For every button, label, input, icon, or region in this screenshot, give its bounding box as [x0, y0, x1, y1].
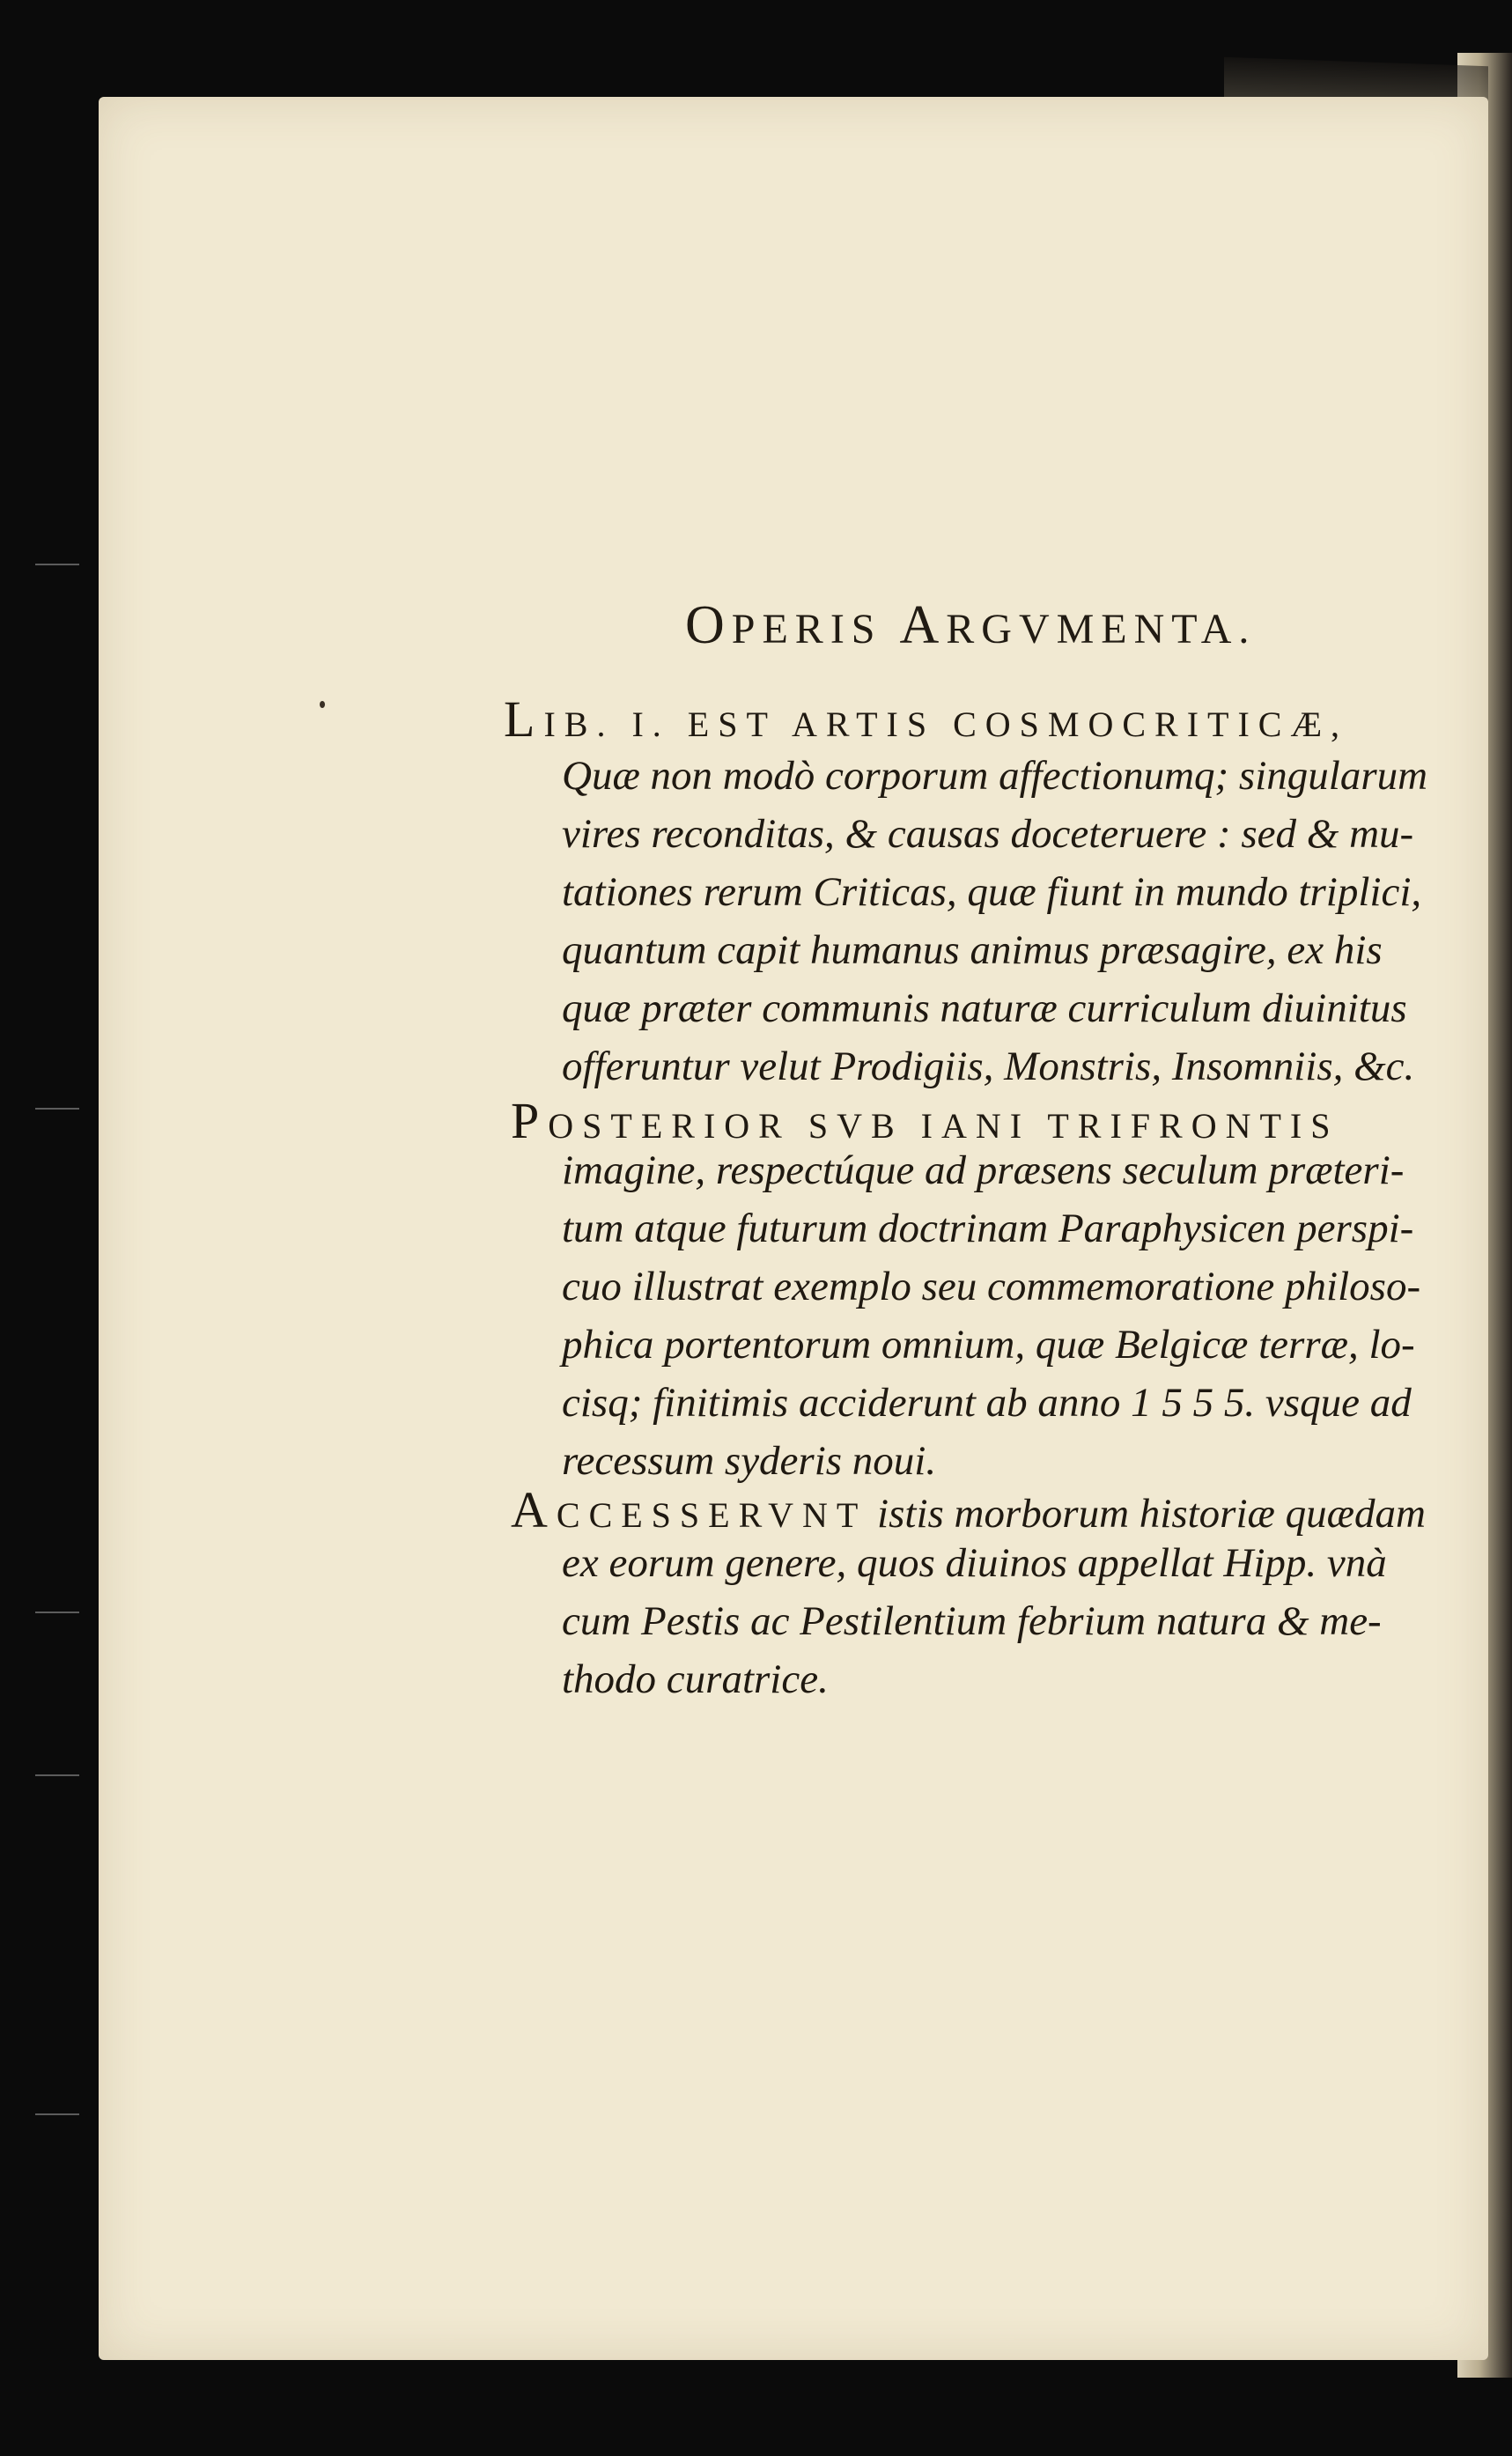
text-line: vires reconditas, & causas doceteruere : sed & mu- [562, 811, 1414, 857]
lead-capital: P [511, 1092, 549, 1149]
lead-smallcaps: OSTERIOR SVB IANI TRIFRONTIS [548, 1106, 1339, 1146]
text-line: tationes rerum Criticas, quæ fiunt in mundo triplici, [562, 869, 1422, 915]
text-line: tum atque futurum doctrinam Paraphysicen perspi- [562, 1206, 1414, 1251]
text-line: thodo curatrice. [562, 1656, 829, 1702]
text-line: recessum syderis noui. [562, 1438, 937, 1484]
heading-word-1: PERIS [731, 606, 900, 653]
lead-smallcaps: CCESSERVNT [556, 1495, 867, 1535]
text-line: quantum capit humanus animus præsagire, ex his [562, 927, 1383, 973]
lead-capital: A [511, 1481, 557, 1538]
ink-speck [320, 701, 325, 708]
paragraph-lead [511, 1092, 1339, 1149]
paragraph-lead [504, 690, 1349, 748]
text-line: imagine, respectúque ad præsens seculum præteri- [562, 1147, 1405, 1193]
text-line: Quæ non modò corporum affectionumq; singularum [562, 753, 1428, 799]
heading-initial: O [685, 595, 732, 655]
text-line: cum Pestis ac Pestilentium febrium natura & me- [562, 1598, 1382, 1644]
heading-initial-2: A [899, 595, 947, 655]
text-line: ex eorum genere, quos diuinos appellat Hipp. vnà [562, 1540, 1387, 1586]
page-heading [685, 594, 1256, 657]
text-line: quæ præter communis naturæ curriculum diuinitus [562, 985, 1407, 1031]
paragraph-lead [511, 1481, 1426, 1538]
lead-italic-tail: istis morborum historiæ quædam [867, 1491, 1426, 1537]
lead-smallcaps: IB. I. EST ARTIS COSMOCRITICÆ, [543, 704, 1349, 744]
text-line: cisq; finitimis acciderunt ab anno 1 5 5 5. vsque ad [562, 1380, 1412, 1426]
lead-capital: L [504, 690, 544, 748]
text-line: phica portentorum omnium, quæ Belgicæ terræ, lo- [562, 1322, 1415, 1368]
text-line: cuo illustrat exemplo seu commemoratione philoso- [562, 1264, 1421, 1309]
heading-word-2: RGVMENTA. [946, 606, 1257, 653]
text-line: offeruntur velut Prodigiis, Monstris, Insomniis, &c. [562, 1044, 1415, 1089]
